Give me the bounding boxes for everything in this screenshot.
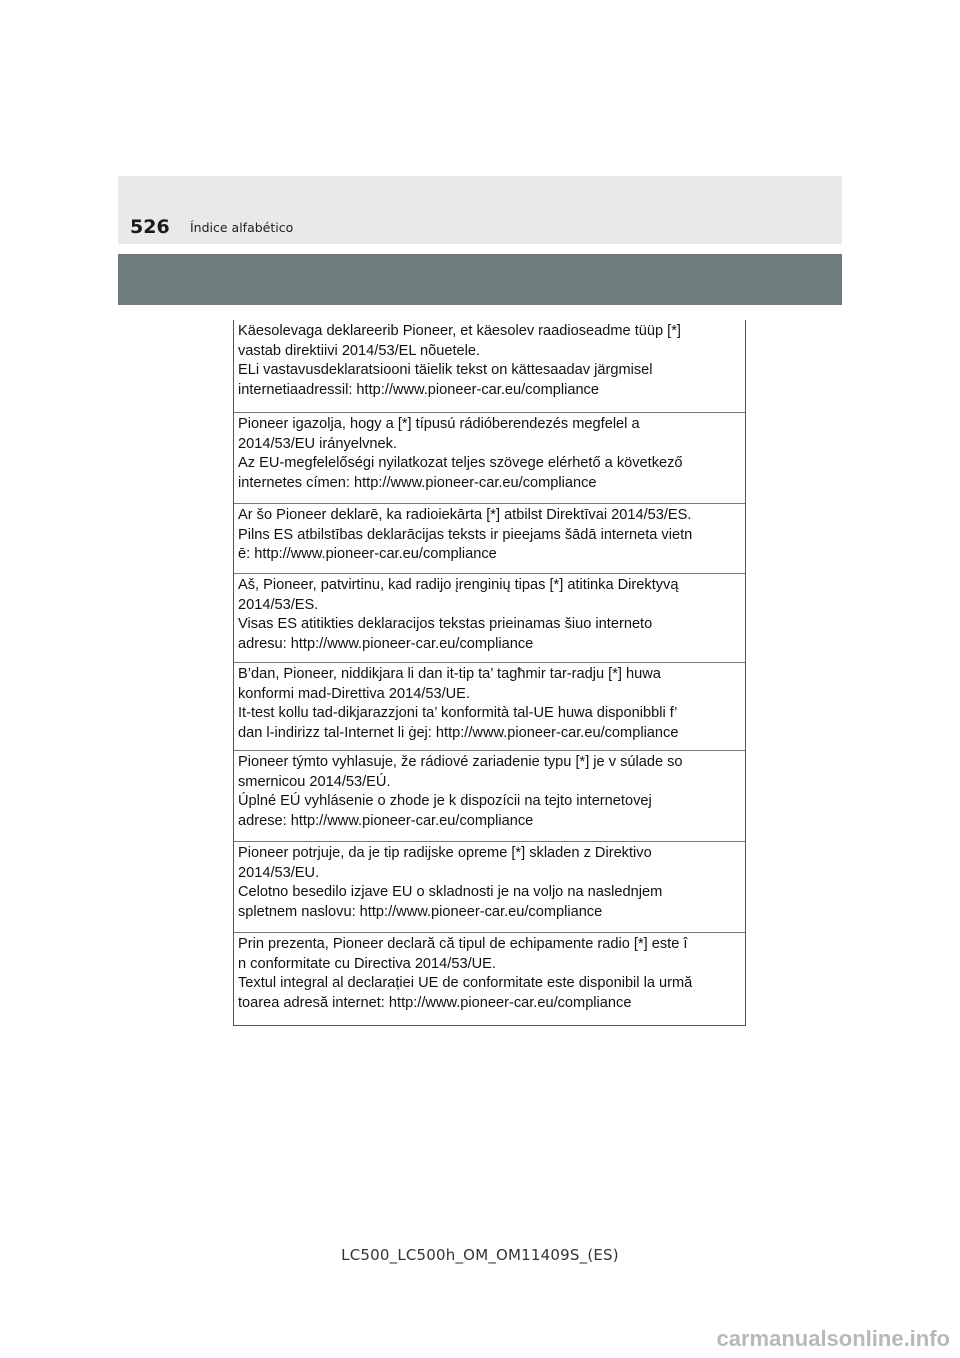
declaration-line: vastab direktiivi 2014/53/EL nõuetele. [238,342,481,359]
declaration-lithuanian [234,574,745,663]
declaration-slovenian [234,842,745,933]
declaration-line: konformi mad-Direttiva 2014/53/UE. [238,685,470,702]
declaration-line: 2014/53/ES. [238,596,319,613]
declaration-line: Pioneer potrjuje, da je tip radijske opreme [*] skladen z Direktivo [238,845,652,861]
declaration-maltese [234,663,745,751]
declaration-line: ELi vastavusdeklaratsiooni täielik tekst on kättesaadav järgmisel [238,362,653,379]
declaration-line: Úplné EÚ vyhlásenie o zhode je k dispozícii na tejto internetovej [238,793,652,810]
declaration-line: Az EU-megfelelőségi nyilatkozat teljes szövege elérhető a következő [238,455,683,472]
declaration-line: internetes címen: http://www.pioneer-car.eu/compliance [238,474,597,491]
page-number: 526 [130,216,170,238]
declaration-line: Celotno besedilo izjave EU o skladnosti je na voljo na naslednjem [238,884,663,901]
declaration-line: Textul integral al declarației UE de conformitate este disponibil la urmă [238,975,693,992]
section-title: Índice alfabético [190,220,294,235]
declaration-line: 2014/53/EU irányelvnek. [238,435,398,452]
declaration-line: Pilns ES atbilstības deklarācijas teksts ir pieejams šādā interneta vietn [238,526,693,543]
declaration-line: toarea adresă internet: http://www.pioneer-car.eu/compliance [238,994,632,1011]
watermark: carmanualsonline.info [716,1326,950,1351]
title-bar [118,254,842,305]
declaration-slovak [234,751,745,842]
declaration-line: spletnem naslovu: http://www.pioneer-car.eu/compliance [238,903,603,920]
declaration-line: Ar šo Pioneer deklarē, ka radioiekārta [*] atbilst Direktīvai 2014/53/ES. [238,507,692,523]
declaration-line: Pioneer týmto vyhlasuje, že rádiové zariadenie typu [*] je v súlade so [238,754,683,770]
declaration-line: n conformitate cu Directiva 2014/53/UE. [238,955,496,972]
declaration-romanian [234,933,745,1026]
declaration-line: B’dan, Pioneer, niddikjara li dan it-tip ta’ tagħmir tar-radju [*] huwa [238,666,661,682]
manual-code: LC500_LC500h_OM_OM11409S_(ES) [341,1246,619,1264]
declaration-line: adrese: http://www.pioneer-car.eu/compliance [238,812,534,829]
declaration-hungarian [234,413,745,504]
declaration-line: It-test kollu tad-dikjarazzjoni ta’ konformità tal-UE huwa disponibbli f’ [238,705,678,722]
declaration-line: 2014/53/EU. [238,864,320,881]
declaration-line: smernicou 2014/53/EÚ. [238,773,391,790]
declaration-line: internetiaadressil: http://www.pioneer-car.eu/compliance [238,381,599,398]
declaration-line: adresu: http://www.pioneer-car.eu/compliance [238,635,534,652]
declaration-line: ē: http://www.pioneer-car.eu/compliance [238,546,497,563]
declaration-line: Visas ES atitikties deklaracijos tekstas prieinamas šiuo interneto [238,616,653,633]
declaration-line: Käesolevaga deklareerib Pioneer, et käesolev raadioseadme tüüp [*] [238,323,681,339]
declaration-line: Pioneer igazolja, hogy a [*] típusú rádióberendezés megfelel a [238,416,640,432]
declaration-line: Prin prezenta, Pioneer declară că tipul de echipamente radio [*] este î [238,936,688,952]
declaration-line: dan l-indirizz tal-Internet li ġej: http://www.pioneer-car.eu/compliance [238,724,679,741]
declaration-table [233,320,746,1026]
declaration-line: Aš, Pioneer, patvirtinu, kad radijo įrenginių tipas [*] atitinka Direktyvą [238,577,679,593]
declaration-latvian [234,504,745,574]
declaration-estonian [234,320,745,413]
